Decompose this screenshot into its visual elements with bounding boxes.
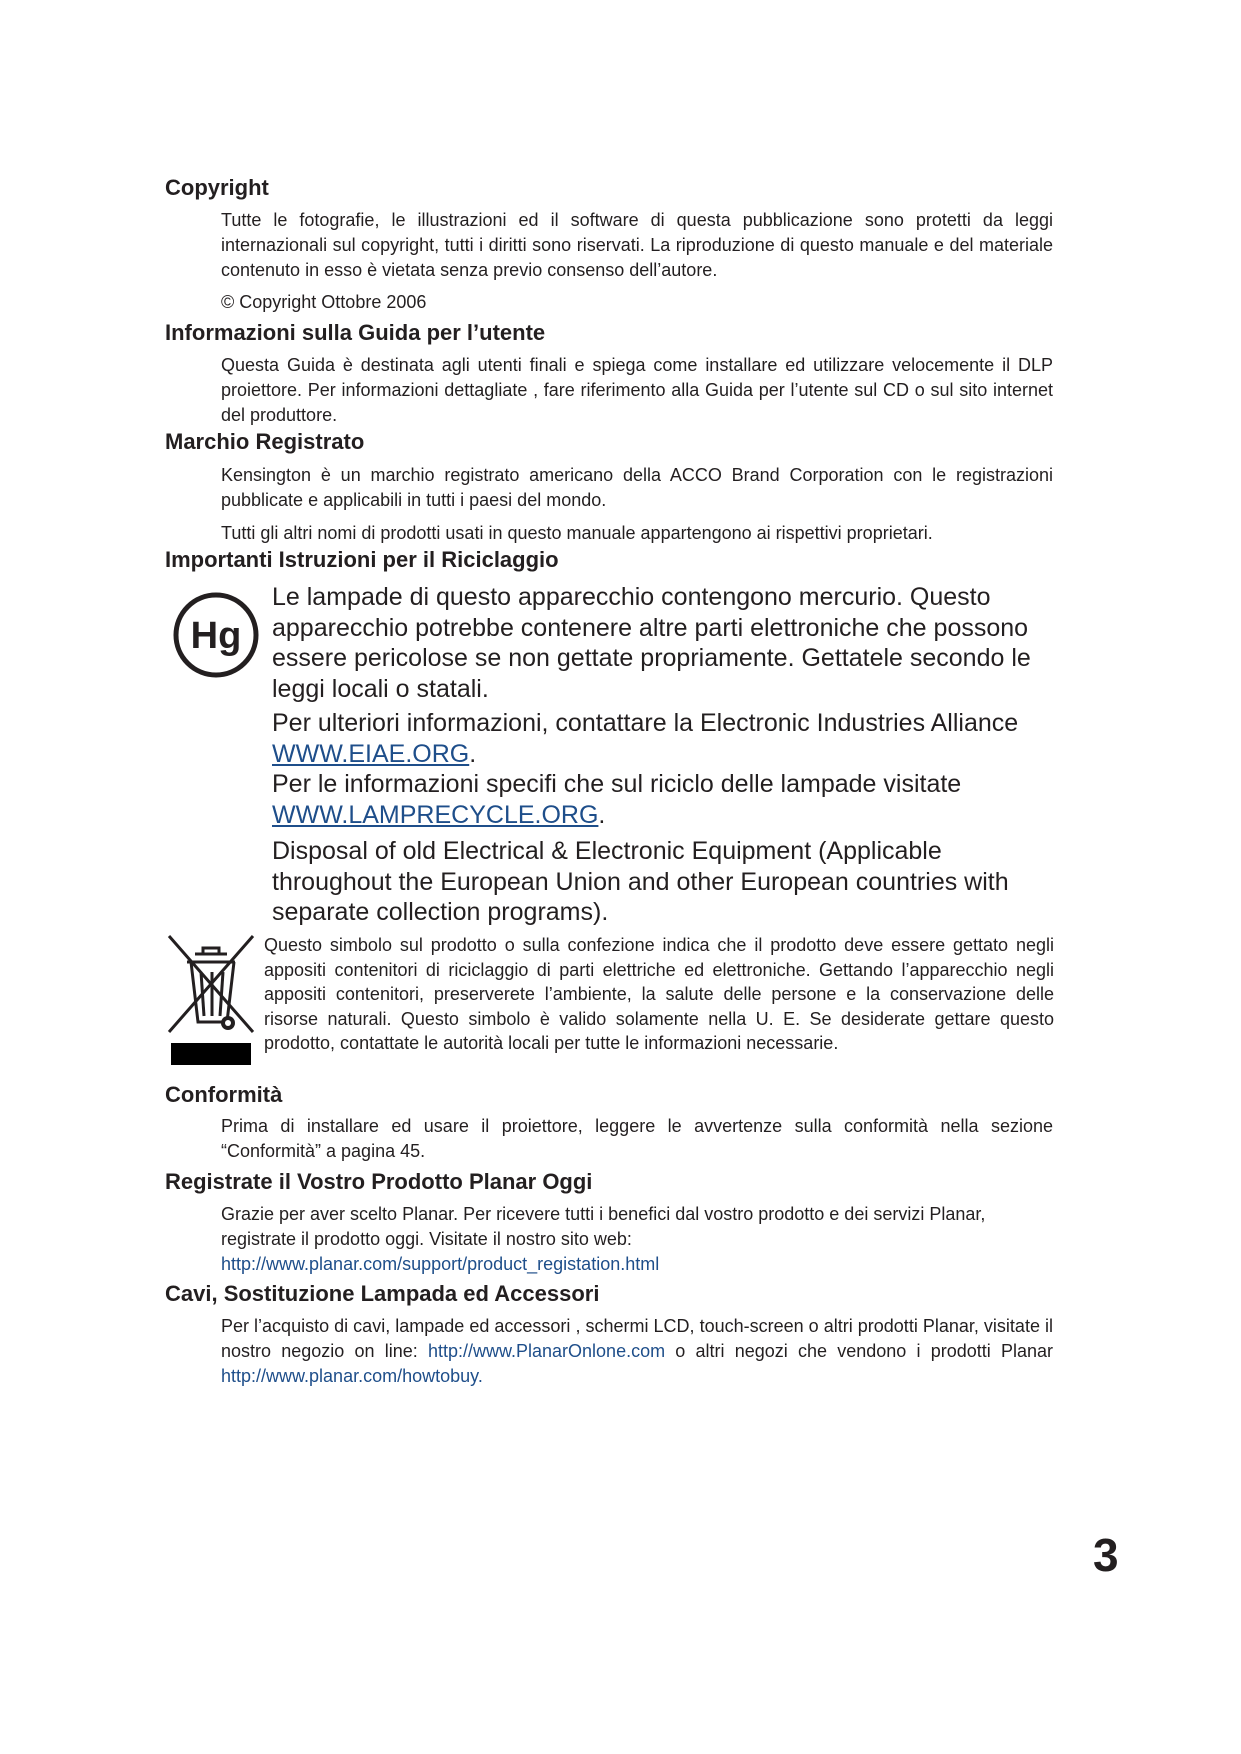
- marchio-paragraph: Kensington è un marchio registrato americano della ACCO Brand Corporation con le registrazioni pubblicate e applicabili in tutti i paesi del mondo.: [221, 465, 1053, 510]
- riciclaggio-heading: Importanti Istruzioni per il Riciclaggio: [165, 547, 559, 572]
- lamprecycle-link[interactable]: WWW.LAMPRECYCLE.ORG: [272, 800, 599, 829]
- copyright-heading: Copyright: [165, 175, 269, 200]
- copyright-date: © Copyright Ottobre 2006: [221, 292, 427, 312]
- weee-paragraph: Questo simbolo sul prodotto o sulla confezione indica che il prodotto deve essere gettato negli appositi contenitori di riciclaggio di parti elettriche ed elettroniche. Gettando l’apparecchio negli appositi contenitori, preserverete l’ambiente, la salute delle persone e la conservazione delle risorse naturali. Questo simbolo è valido solamente nella U. E. Se desiderate gettare questo prodotto, contattate le autorità locali per tutte le informazioni necessarie.: [264, 935, 1054, 1053]
- page-number: 3: [1093, 1529, 1119, 1581]
- mercury-hg-icon: [171, 590, 261, 680]
- lamprecycle-info: Per le informazioni specifi che sul riciclo delle lampade visitate WWW.LAMPRECYCLE.ORG.: [272, 770, 962, 829]
- weee-disposal-title: Disposal of old Electrical & Electronic Equipment (Applicable throughout the European Union and other European countries with separate collection programs).: [272, 837, 1009, 926]
- marchio-paragraph-2: Tutti gli altri nomi di prodotti usati in questo manuale appartengono ai rispettivi proprietari.: [221, 523, 933, 543]
- eiae-link[interactable]: WWW.EIAE.ORG: [272, 739, 470, 768]
- eia-info-text: Per ulteriori informazioni, contattare la Electronic Industries Alliance: [272, 709, 1019, 737]
- cavi-text-2: o altri negozi che vendono i prodotti Planar: [665, 1341, 1053, 1361]
- planaronline-link[interactable]: http://www.PlanarOnlone.com: [427, 1341, 666, 1361]
- conformita-heading: Conformità: [165, 1082, 283, 1107]
- weee-crossed-bin-icon: [165, 932, 257, 1070]
- lamprecycle-info-text: Per le informazioni specifi che sul riciclo delle lampade visitate: [272, 770, 962, 798]
- guida-heading: Informazioni sulla Guida per l’utente: [165, 320, 546, 345]
- mercury-warning: Le lampade di questo apparecchio contengono mercurio. Questo apparecchio potrebbe contenere altre parti elettroniche che possono essere pericolose se non gettate propriamente. Gettatele secondo le leggi locali o statali.: [272, 583, 1031, 703]
- conformita-paragraph: Prima di installare ed usare il proiettore, leggere le avvertenze sulla conformità nella sezione “Conformità” a pagina 45.: [221, 1116, 1053, 1161]
- hg-label: Hg: [190, 615, 242, 657]
- cavi-heading: Cavi, Sostituzione Lampada ed Accessori: [165, 1281, 600, 1306]
- copyright-paragraph: Tutte le fotografie, le illustrazioni ed il software di questa pubblicazione sono protetti da leggi internazionali sul copyright, tutti i diritti sono riservati. La riproduzione di questo manuale e del materiale contenuto in esso è vietata senza previo consenso dell’autore.: [221, 210, 1053, 280]
- cavi-text-1: Per l’acquisto di cavi, lampade ed accessori , schermi LCD, touch-screen o altri prodotti Planar, visitate il nostro negozio on line:: [221, 1316, 1053, 1361]
- cavi-text-3: .: [477, 1366, 483, 1386]
- eia-info: Per ulteriori informazioni, contattare la Electronic Industries Alliance WWW.EIAE.ORG.: [272, 709, 1019, 768]
- cavi-paragraph: [221, 1314, 1053, 1389]
- registration-link[interactable]: http://www.planar.com/support/product_registation.html: [221, 1254, 660, 1274]
- howtobuy-link[interactable]: http://www.planar.com/howtobuy: [221, 1366, 478, 1386]
- marchio-heading: Marchio Registrato: [165, 429, 365, 454]
- guida-paragraph: Questa Guida è destinata agli utenti finali e spiega come installare ed utilizzare velocemente il DLP proiettore. Per informazioni dettagliate , fare riferimento alla Guida per l’utente sul CD o sul sito internet del produttore.: [221, 355, 1053, 425]
- registrate-heading: Registrate il Vostro Prodotto Planar Oggi: [165, 1169, 593, 1194]
- registrate-paragraph: Grazie per aver scelto Planar. Per ricevere tutti i benefici dal vostro prodotto e dei servizi Planar, registrate il prodotto oggi. Visitate il nostro sito web:: [221, 1204, 986, 1249]
